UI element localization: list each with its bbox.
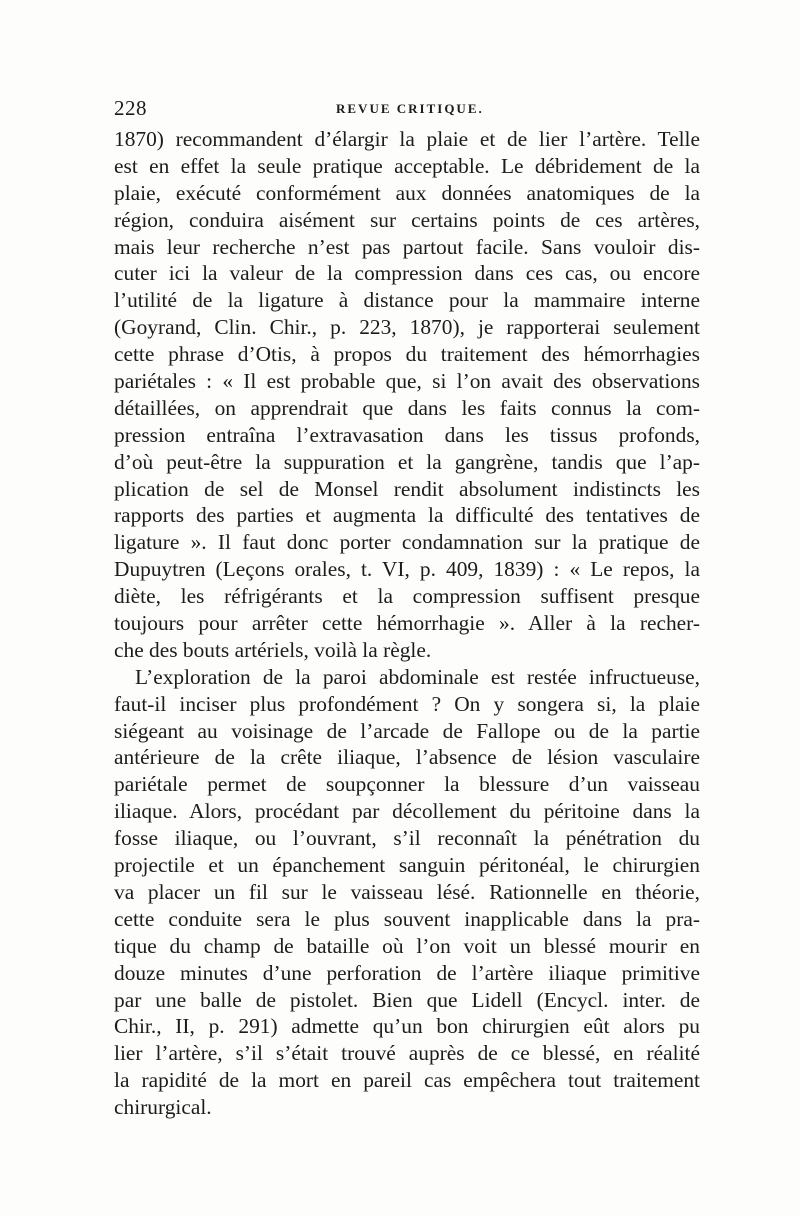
- text-line: plaie, exécuté conformément aux données anatomiques de la: [114, 180, 700, 205]
- text-line: douze minutes d’une perforation de l’artère iliaque primitive: [114, 960, 700, 985]
- paragraph-last-line: chirurgical.: [114, 1095, 212, 1120]
- text-line: région, conduira aisément sur certains points de ces artères,: [114, 207, 700, 232]
- text-line: lier l’artère, s’il s’était trouvé auprès de ce blessé, en réalité: [114, 1041, 700, 1066]
- text-line: cette phrase d’Otis, à propos du traitement des hémorrhagies: [114, 342, 700, 367]
- text-line: 1870) recommandent d’élargir la plaie et de lier l’artère. Telle: [114, 127, 700, 151]
- text-line: Chir., II, p. 291) admette qu’un bon chirurgien eût alors pu: [114, 1014, 700, 1039]
- paragraph-last-line: che des bouts artériels, voilà la règle.: [114, 637, 432, 662]
- text-line: rapports des parties et augmenta la difficulté des tentatives de: [114, 503, 700, 528]
- text-line: projectile et un épanchement sanguin péritonéal, le chirurgien: [114, 853, 700, 878]
- paragraph-first-line: L’exploration de la paroi abdominale est restée infructueuse,: [135, 664, 700, 689]
- text-line: pression entraîna l’extravasation dans les tissus profonds,: [114, 422, 700, 447]
- text-line: cuter ici la valeur de la compression dans ces cas, ou encore: [114, 261, 700, 286]
- text-line: ligature ». Il faut donc porter condamnation sur la pratique de: [114, 530, 700, 555]
- body-text: [114, 126, 700, 1121]
- text-line: va placer un fil sur le vaisseau lésé. Rationnelle en théorie,: [114, 879, 700, 904]
- text-line: cette conduite sera le plus souvent inapplicable dans la pra-: [114, 906, 700, 931]
- running-head: [114, 96, 700, 124]
- text-line: toujours pour arrêter cette hémorrhagie ». Aller à la recher-: [114, 611, 700, 636]
- text-line: d’où peut-être la suppuration et la gangrène, tandis que l’ap-: [114, 449, 700, 474]
- text-line: l’utilité de la ligature à distance pour la mammaire interne: [114, 288, 700, 313]
- page-number: 228: [114, 96, 147, 120]
- text-line: mais leur recherche n’est pas partout facile. Sans vouloir dis-: [114, 234, 700, 259]
- text-line: tique du champ de bataille où l’on voit un blessé mourir en: [114, 933, 700, 958]
- running-title: REVUE CRITIQUE.: [336, 101, 484, 116]
- text-line: faut-il inciser plus profondément ? On y songera si, la plaie: [114, 691, 700, 716]
- text-line: par une balle de pistolet. Bien que Lidell (Encycl. inter. de: [114, 987, 700, 1012]
- text-line: plication de sel de Monsel rendit absolument indistincts les: [114, 476, 700, 501]
- text-line: fosse iliaque, ou l’ouvrant, s’il reconnaît la pénétration du: [114, 826, 700, 851]
- text-line: est en effet la seule pratique acceptable. Le débridement de la: [114, 153, 700, 178]
- text-line: pariétales : « Il est probable que, si l’on avait des observations: [114, 369, 700, 394]
- text-line: (Goyrand, Clin. Chir., p. 223, 1870), je rapporterai seulement: [114, 315, 700, 340]
- text-line: diète, les réfrigérants et la compression suffisent presque: [114, 584, 700, 609]
- text-line: Dupuytren (Leçons orales, t. VI, p. 409, 1839) : « Le repos, la: [114, 557, 700, 582]
- text-line: pariétale permet de soupçonner la blessure d’un vaisseau: [114, 772, 700, 797]
- text-line: antérieure de la crête iliaque, l’absence de lésion vasculaire: [114, 745, 700, 770]
- text-line: iliaque. Alors, procédant par décollement du péritoine dans la: [114, 799, 700, 824]
- text-line: détaillées, on apprendrait que dans les faits connus la com-: [114, 395, 700, 420]
- text-line: siégeant au voisinage de l’arcade de Fallope ou de la partie: [114, 718, 700, 743]
- text-line: la rapidité de la mort en pareil cas empêchera tout traitement: [114, 1068, 700, 1093]
